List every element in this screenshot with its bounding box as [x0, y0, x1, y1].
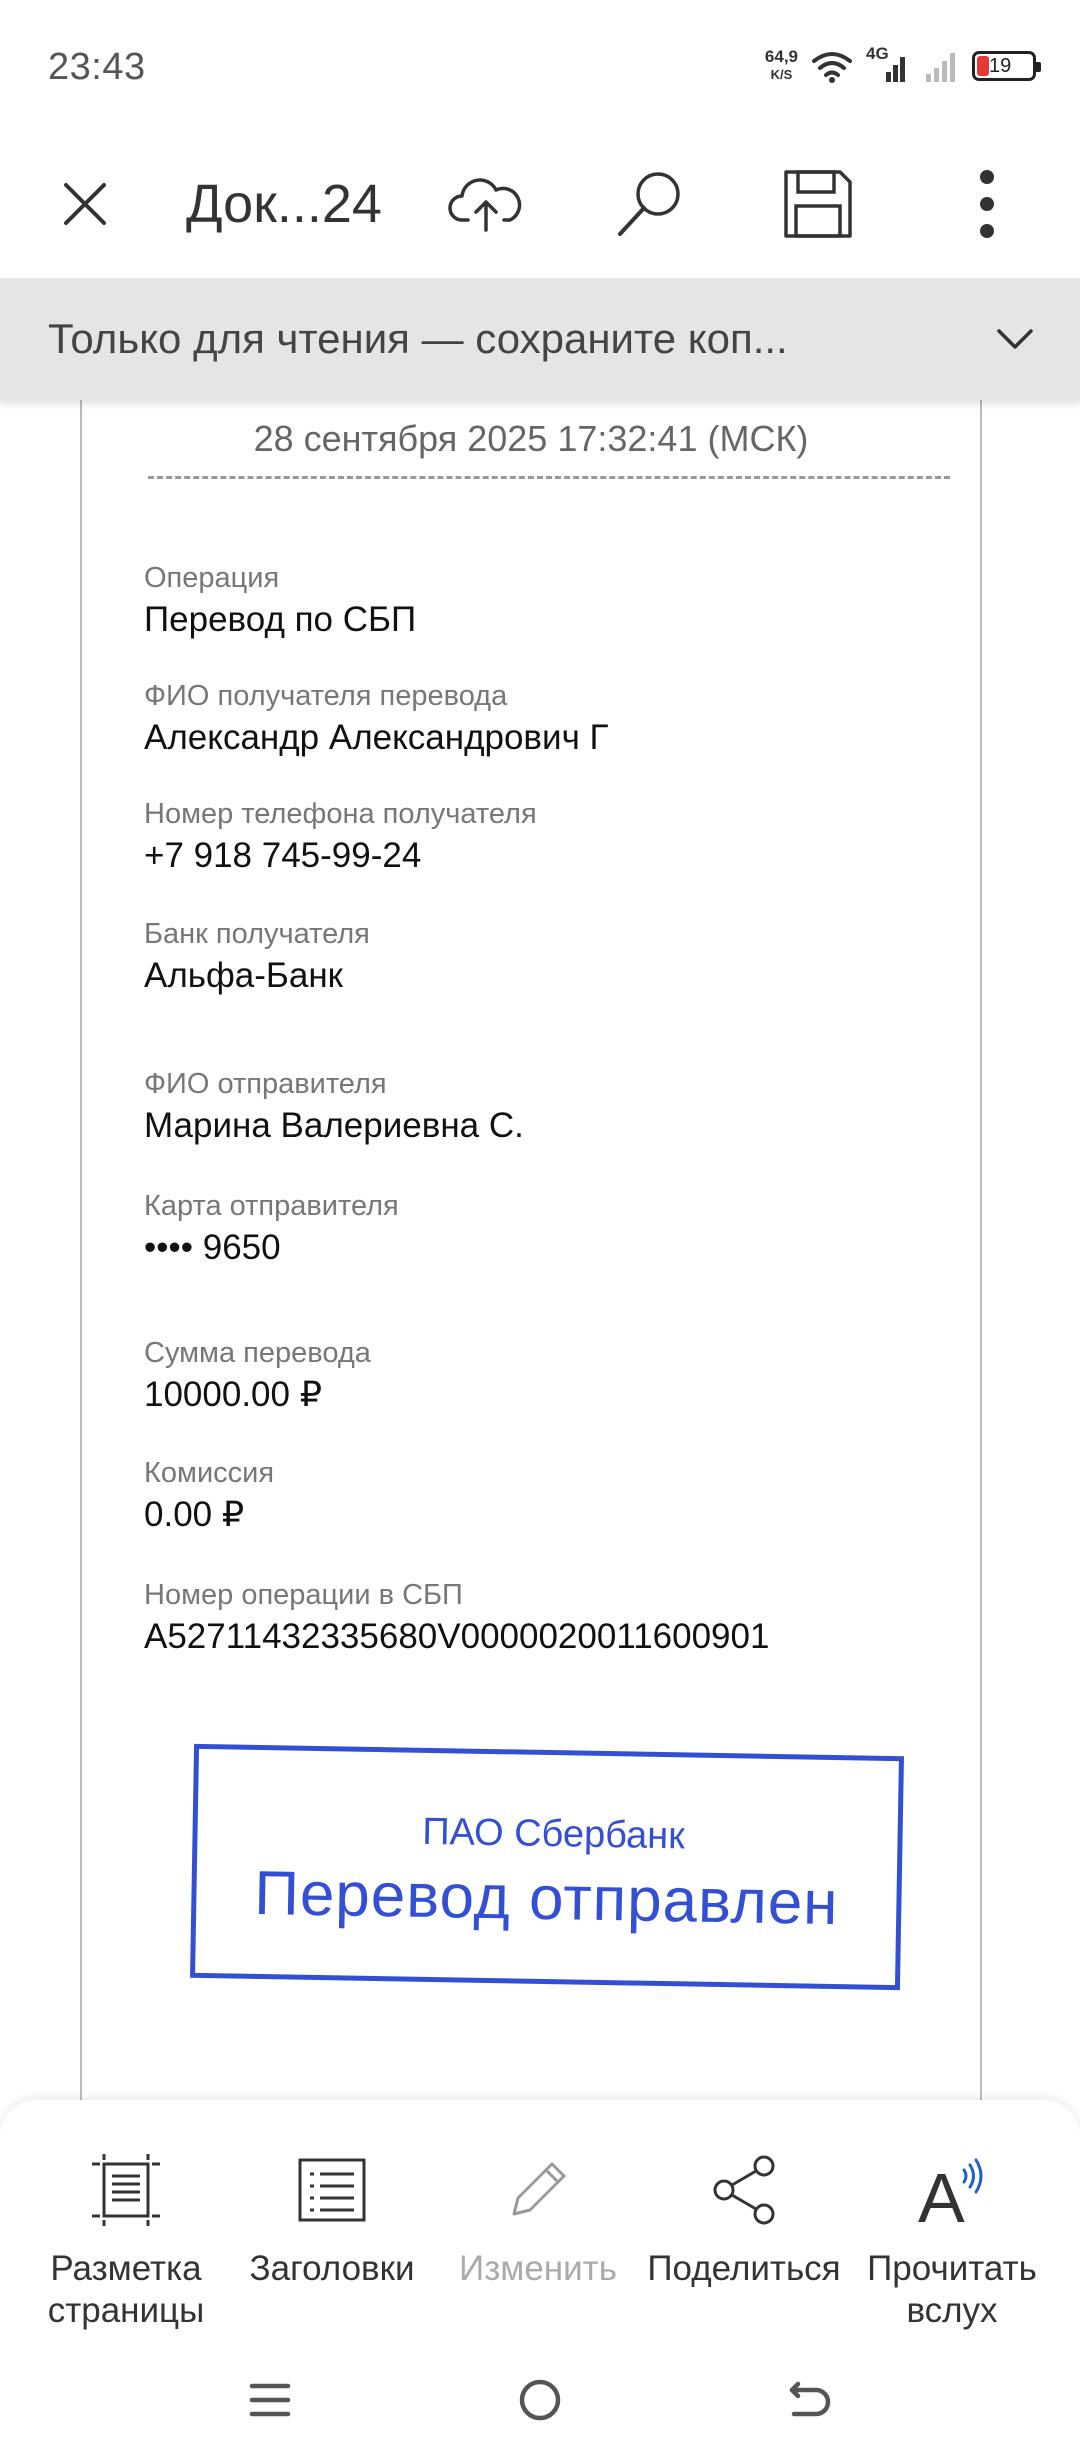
- headings-label: Заголовки: [249, 2249, 415, 2288]
- field-label: Банк получателя: [144, 918, 370, 950]
- search-button[interactable]: [600, 130, 700, 278]
- divider: [148, 476, 950, 479]
- field-sender-card: [144, 1188, 399, 1272]
- top-toolbar: [0, 130, 1080, 278]
- chevron-down-icon[interactable]: [990, 314, 1040, 364]
- battery-indicator: [972, 51, 1036, 81]
- home-icon: [516, 2376, 564, 2424]
- page-layout-label: Разметка страницы: [47, 2249, 205, 2330]
- stamp-bank-name: ПАО Сбербанк: [421, 1810, 686, 1858]
- network-speed-unit: K/S: [770, 67, 793, 82]
- search-icon: [612, 166, 688, 242]
- more-icon: [977, 169, 997, 239]
- field-value: •••• 9650: [144, 1228, 281, 1267]
- page-layout-button[interactable]: [26, 2100, 226, 2340]
- edit-label: Изменить: [459, 2249, 617, 2288]
- field-value: +7 918 745-99-24: [144, 836, 422, 875]
- read-aloud-label: Прочитать вслух: [867, 2249, 1037, 2330]
- field-amount: [144, 1335, 371, 1419]
- field-label: Комиссия: [144, 1457, 275, 1489]
- field-value: Александр Александрович Г: [144, 718, 609, 757]
- read-only-banner-text: Только для чтения — сохраните коп...: [48, 315, 788, 362]
- headings-button[interactable]: [232, 2100, 432, 2340]
- network-speed: [765, 48, 798, 84]
- cloud-upload-icon: [448, 174, 524, 234]
- field-value: 10000.00 ₽: [144, 1375, 322, 1414]
- field-recipient-bank: [144, 916, 370, 1000]
- more-options-button[interactable]: [950, 130, 1024, 278]
- battery-percent: 19: [989, 54, 1012, 77]
- field-label: Карта отправителя: [144, 1190, 399, 1222]
- svg-text:A: A: [918, 2159, 965, 2228]
- field-label: ФИО получателя перевода: [144, 680, 508, 712]
- field-recipient-name: [144, 678, 609, 762]
- share-label: Поделиться: [647, 2249, 841, 2288]
- document-title[interactable]: Док...24: [186, 174, 382, 234]
- field-sbp-operation-number: [144, 1577, 769, 1661]
- share-icon: [704, 2150, 784, 2230]
- home-button[interactable]: [500, 2360, 580, 2440]
- recent-apps-button[interactable]: [230, 2360, 310, 2440]
- menu-icon: [248, 2378, 292, 2422]
- field-label: Номер телефона получателя: [144, 798, 537, 830]
- field-label: Операция: [144, 562, 280, 594]
- document-page: [80, 400, 982, 2100]
- back-button[interactable]: [770, 2360, 850, 2440]
- field-value: Марина Валериевна С.: [144, 1106, 524, 1145]
- network-type: 4G: [866, 44, 889, 63]
- receipt-date: 28 сентября 2025 17:32:41 (МСК): [253, 418, 809, 459]
- field-value: Альфа-Банк: [144, 956, 343, 995]
- status-time: 23:43: [48, 46, 146, 88]
- field-commission: [144, 1455, 274, 1539]
- page-layout-icon: [86, 2150, 166, 2230]
- headings-icon: [292, 2150, 372, 2230]
- share-button[interactable]: [644, 2100, 844, 2340]
- save-icon: [782, 168, 854, 240]
- upload-button[interactable]: [436, 130, 536, 278]
- battery-level: [977, 56, 989, 76]
- save-button[interactable]: [768, 130, 868, 278]
- document-viewer[interactable]: [0, 400, 1080, 2100]
- close-icon: [60, 179, 110, 229]
- stamp-status: Перевод отправлен: [253, 1858, 840, 1939]
- field-recipient-phone: [144, 796, 537, 880]
- field-label: Сумма перевода: [144, 1337, 371, 1369]
- field-value: 0.00 ₽: [144, 1495, 245, 1534]
- bottom-action-bar: [0, 2100, 1080, 2340]
- system-nav-bar: [0, 2340, 1080, 2460]
- network-speed-value: 64,9: [764, 47, 798, 66]
- bank-stamp: [190, 1744, 904, 1990]
- close-button[interactable]: [40, 130, 130, 278]
- edit-button[interactable]: [438, 2100, 638, 2340]
- field-value: A52711432335680V0000020011600901: [144, 1617, 770, 1656]
- status-indicators: [765, 44, 1036, 88]
- field-sender-name: [144, 1066, 524, 1150]
- wifi-icon: [812, 49, 852, 83]
- read-only-banner[interactable]: [0, 278, 1080, 400]
- back-icon: [786, 2376, 834, 2424]
- signal-weak-icon: [924, 48, 958, 84]
- read-aloud-button[interactable]: [852, 2100, 1052, 2340]
- read-aloud-icon: [912, 2150, 992, 2230]
- signal-4g: [866, 44, 910, 84]
- signal-icon: [866, 48, 910, 84]
- field-label: ФИО отправителя: [144, 1068, 387, 1100]
- status-bar: [0, 0, 1080, 130]
- field-operation: [144, 560, 416, 644]
- field-value: Перевод по СБП: [144, 600, 417, 639]
- pencil-icon: [498, 2150, 578, 2230]
- field-label: Номер операции в СБП: [144, 1579, 463, 1611]
